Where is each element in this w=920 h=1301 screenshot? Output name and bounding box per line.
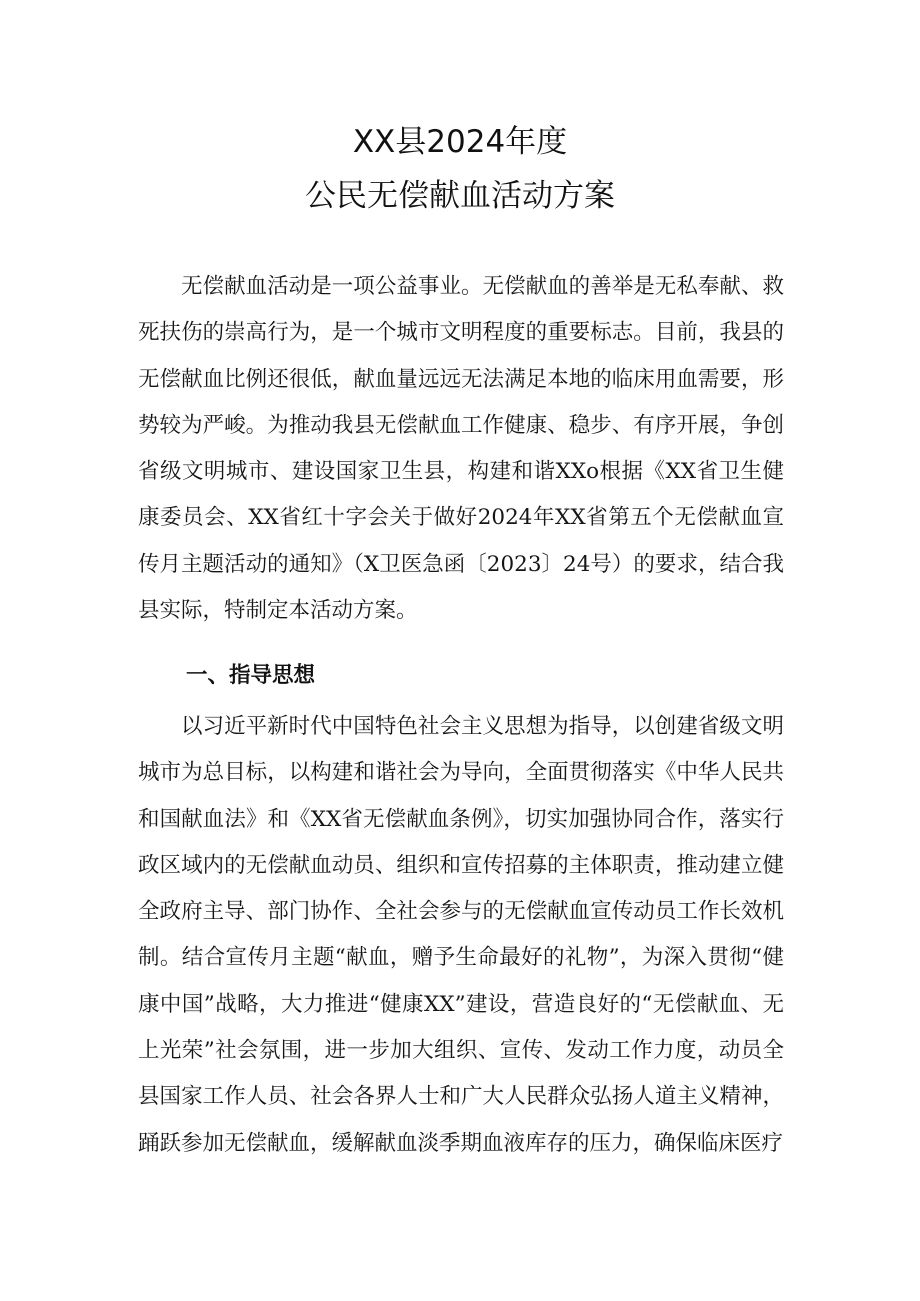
document-title-line-2: 公民无偿献血活动方案 (305, 178, 615, 214)
section-heading-guiding-ideology: 一、指导思想 (186, 663, 316, 688)
intro-paragraph: 无偿献血活动是一项公益事业。无偿献血的善举是无私奉献、救死扶伤的崇高行为，是一个城市文明程度的重要标志。目前，我县的无偿献血比例还很低，献血量远远无法满足本地的临床用血需要，形势较为严峻。为推动我县无偿献血工作健康、稳步、有序开展，争创省级文明城市、建设国家卫生县，构建和谐XXo根据《XX省卫生健康委员会、XX省红十字会关于做好2024年XX省第五个无偿献血宣传月主题活动的通知》（X卫医急函〔2023〕24号）的要求，结合我县实际，特制定本活动方案。 (138, 274, 784, 624)
guiding-ideology-paragraph: 以习近平新时代中国特色社会主义思想为指导，以创建省级文明城市为总目标，以构建和谐社会为导向，全面贯彻落实《中华人民共和国献血法》和《XX省无偿献血条例》，切实加强协同合作，落实行政区域内的无偿献血动员、组织和宣传招募的主体职责，推动建立健全政府主导、部门协作、全社会参与的无偿献血宣传动员工作长效机制。结合宣传月主题“献血，赠予生命最好的礼物”，为深入贯彻“健康中国”战略，大力推进“健康XX”建设，营造良好的“无偿献血、无上光荣”社会氛围，进一步加大组织、宣传、发动工作力度，动员全县国家工作人员、社会各界人士和广大人民群众弘扬人道主义精神，踊跃参加无偿献血，缓解献血淡季期血液库存的压力，确保临床医疗 (138, 714, 784, 1156)
document-title-line-1: XX县2024年度 (352, 124, 568, 160)
